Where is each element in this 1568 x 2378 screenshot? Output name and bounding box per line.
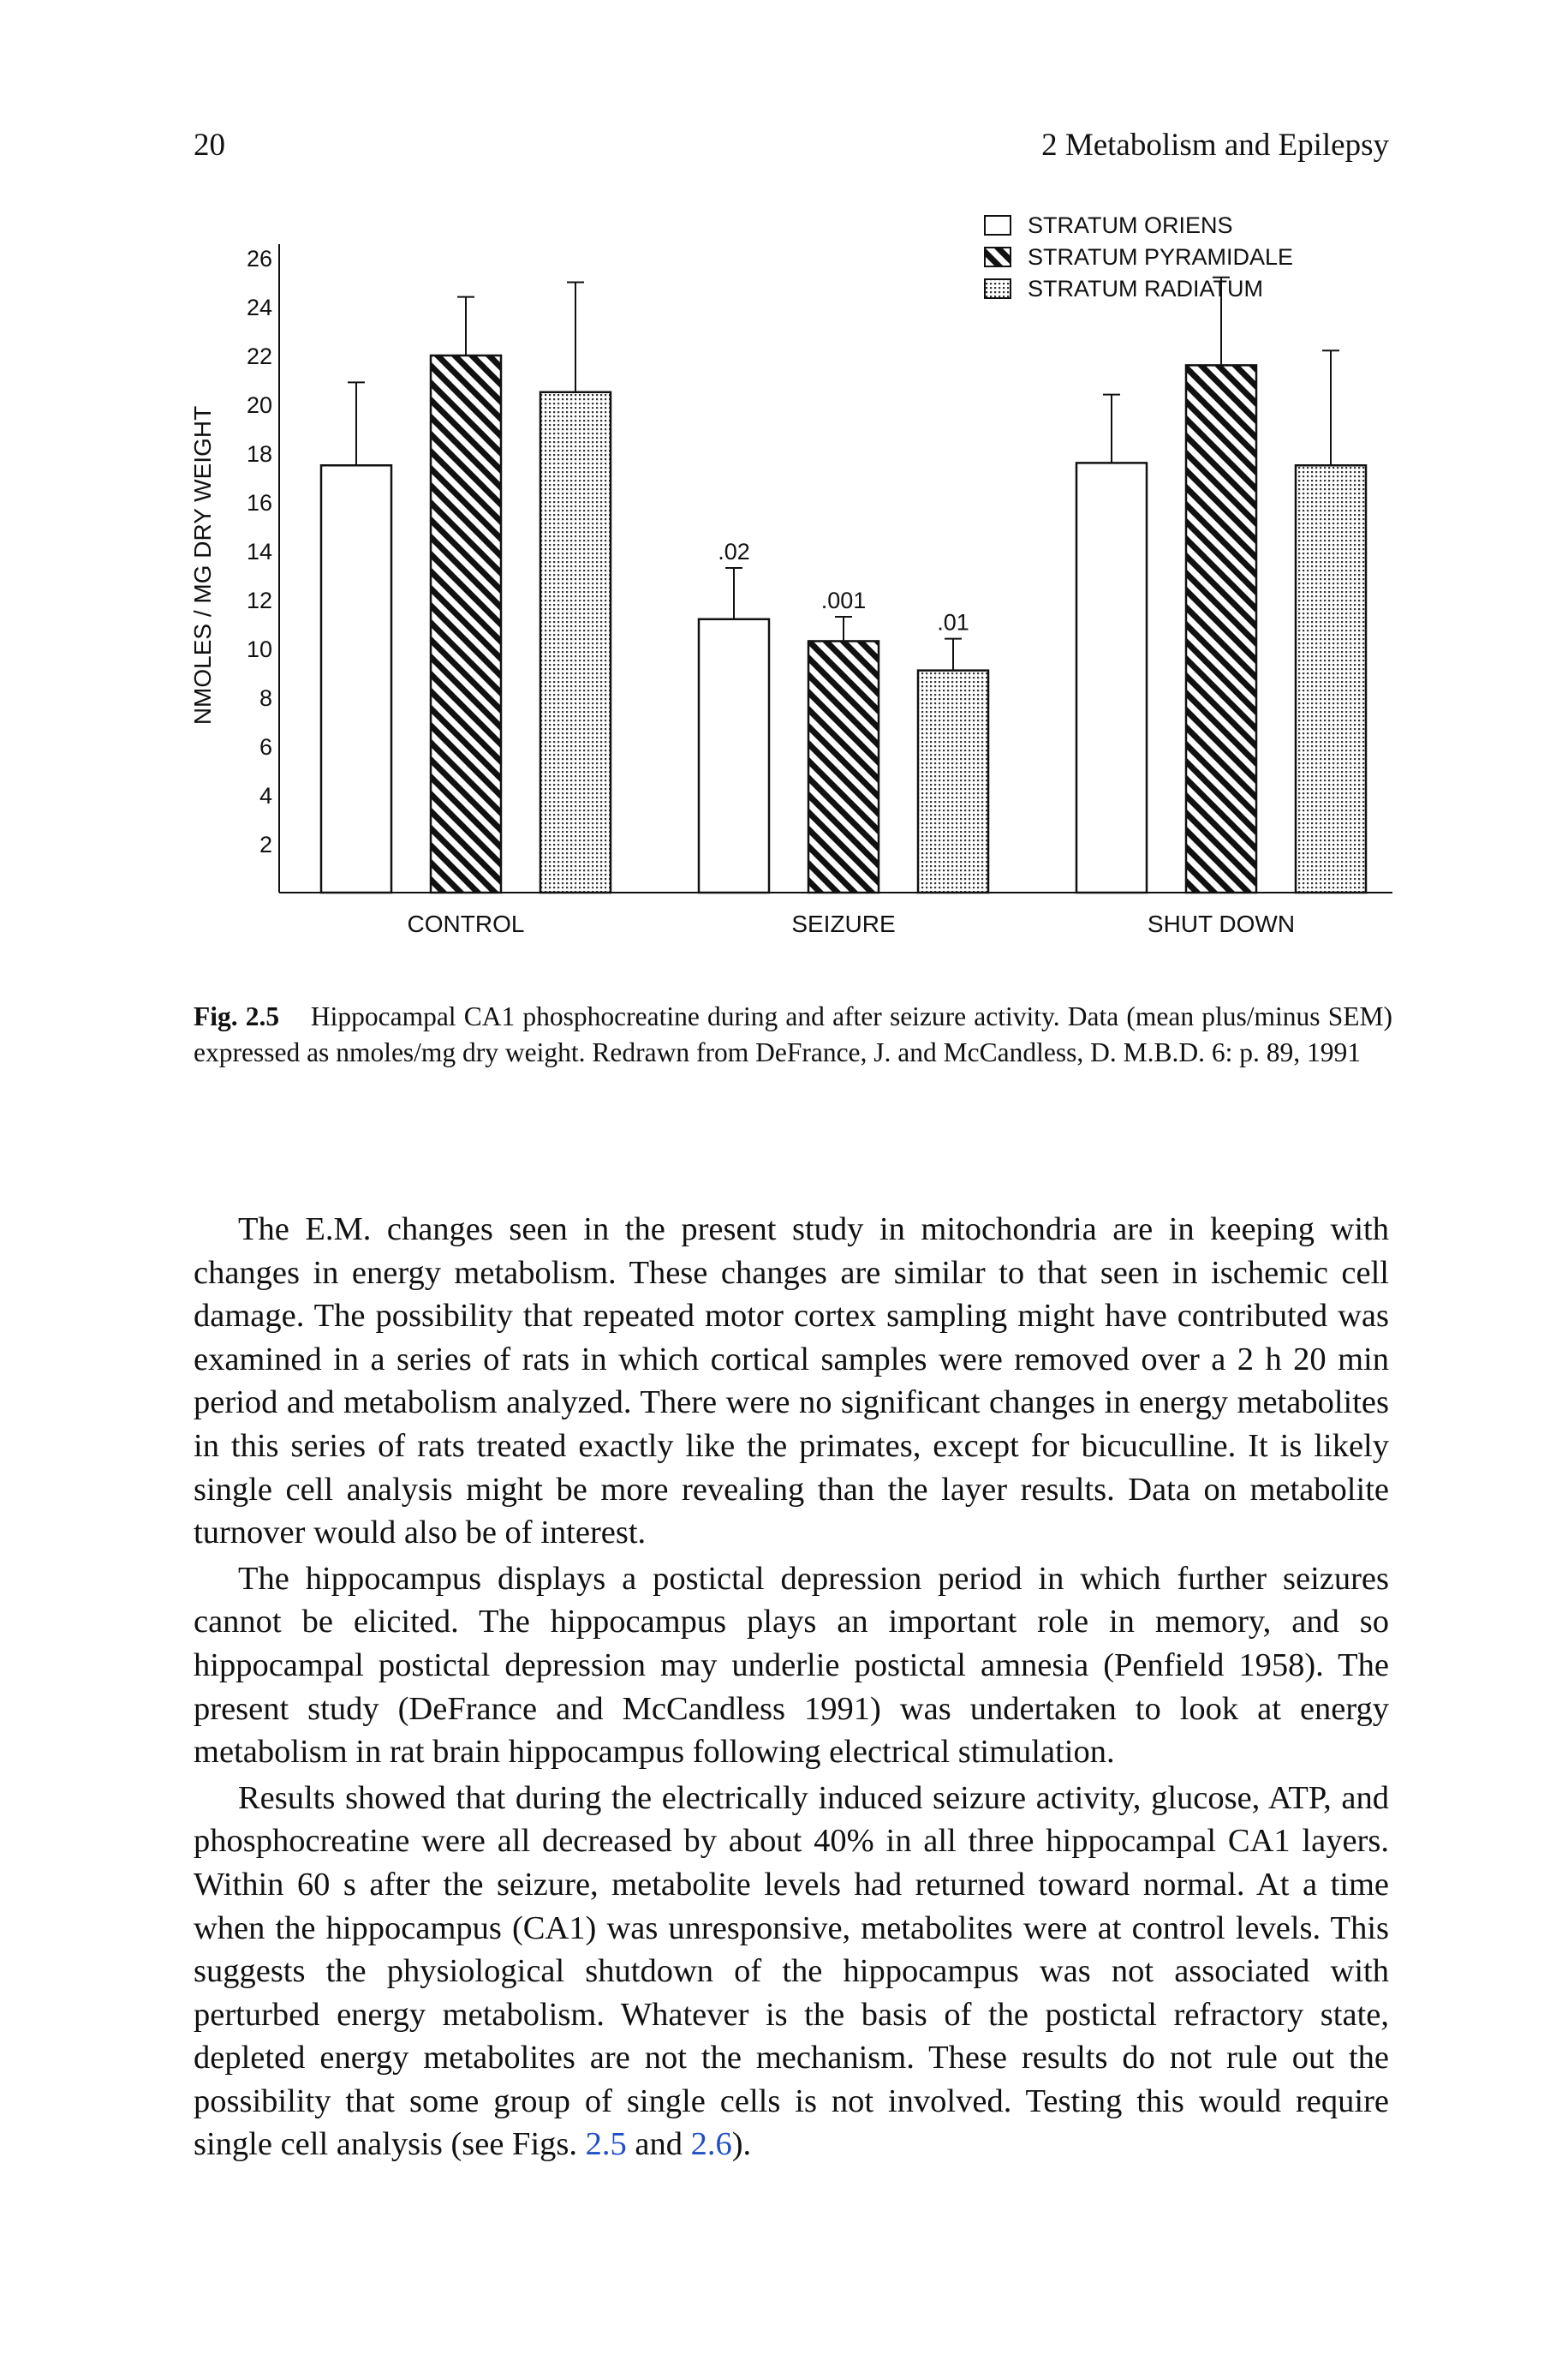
significance-label: .02 xyxy=(718,538,750,565)
y-axis-title: NMOLES / MG DRY WEIGHT xyxy=(189,405,216,726)
legend-swatch-stratum-pyramidale xyxy=(985,248,1011,266)
chart-svg xyxy=(189,197,1392,951)
y-tick-label: 22 xyxy=(246,344,272,369)
y-tick-label: 14 xyxy=(246,539,272,565)
y-tick-label: 18 xyxy=(246,441,272,467)
y-tick-label: 8 xyxy=(259,685,272,711)
figure-bar-chart xyxy=(189,197,1392,951)
bar-control-stratum-oriens xyxy=(321,465,391,893)
y-tick-label: 20 xyxy=(246,392,272,418)
legend-label-stratum-oriens: STRATUM ORIENS xyxy=(1028,212,1233,238)
x-category-label: CONTROL xyxy=(407,911,525,937)
bar-shut-down-stratum-pyramidale xyxy=(1186,365,1256,893)
legend-swatch-stratum-oriens xyxy=(985,216,1011,235)
bar-shut-down-stratum-oriens xyxy=(1076,463,1147,893)
running-head xyxy=(194,127,1389,164)
figure-caption xyxy=(194,999,1392,1071)
y-tick-label: 6 xyxy=(259,734,272,760)
significance-label: .01 xyxy=(937,609,969,636)
y-tick-label: 12 xyxy=(246,588,272,613)
paragraph-3-conjunction: and xyxy=(626,2126,691,2163)
y-tick-label: 2 xyxy=(259,832,272,857)
paragraph-1: The E.M. changes seen in the present study in mitochondria are in keeping with changes in energy metabolism. These changes are similar to that seen in ischemic cell damage. The possibility that repeated motor cortex sampling might have contributed was examined in a series of rats in which cortical samples were removed over a 2 h 20 min period and metabolism analyzed. There were no significant changes in energy metabolites in this series of rats treated exactly like the primates, except for bicuculline. It is likely single cell analysis might be more revealing than the layer results. Data on metabolite turnover would also be of interest. xyxy=(194,1211,1389,1551)
bar-seizure-stratum-oriens xyxy=(699,619,769,893)
paragraph-3-text: Results showed that during the electrically induced seizure activity, glucose, ATP, and phosphocreatine were all decreased by about 40% in all three hippocampal CA1 layers. Within 60 s after the seizure, metabolite levels had returned toward normal. At a time when the hippocampus (CA1) was unresponsive, metabolites were at control levels. This suggests the physiological shutdown of the hippocampus was not associated with perturbed energy metabolism. Whatever is the basis of the postictal refractory state, depleted energy metabolites are not the mechanism. These results do not rule out the possibility that some group of single cells is not involved. Testing this would require single cell analysis (see Figs. xyxy=(194,1779,1389,2163)
x-axis-labels xyxy=(408,911,1296,937)
legend-label-stratum-pyramidale: STRATUM PYRAMIDALE xyxy=(1028,244,1294,270)
bar-control-stratum-pyramidale xyxy=(431,356,501,893)
chapter-title: 2 Metabolism and Epilepsy xyxy=(1041,128,1389,163)
caption-text: Hippocampal CA1 phosphocreatine during and after seizure activity. Data (mean plus/minus SEM) expressed as nmoles/mg dry weight. Redrawn from DeFrance, J. and McCandless, D. M.B.D. 6: p. 89, 1991 xyxy=(194,1001,1392,1067)
y-tick-label: 24 xyxy=(246,295,272,320)
bar-seizure-stratum-pyramidale xyxy=(808,641,879,893)
y-tick-label: 4 xyxy=(259,783,272,809)
legend xyxy=(985,212,1293,302)
paragraph-3 xyxy=(194,1777,1389,2166)
x-category-label: SEIZURE xyxy=(791,911,896,937)
caption-spacer xyxy=(287,1001,302,1031)
y-axis-ticks xyxy=(247,246,272,857)
y-tick-label: 26 xyxy=(246,246,272,272)
caption-label: Fig. 2.5 xyxy=(194,1001,280,1031)
page-number: 20 xyxy=(194,128,225,163)
bar-control-stratum-radiatum xyxy=(540,392,611,893)
paragraph-3-end: ). xyxy=(731,2126,752,2163)
legend-label-stratum-radiatum: STRATUM RADIATUM xyxy=(1028,276,1263,302)
paragraph-2: The hippocampus displays a postictal depression period in which further seizures cannot be elicited. The hippocampus plays an important role in memory, and so hippocampal postictal depression may underlie postictal amnesia (Penfield 1958). The present study (DeFrance and McCandless 1991) was undertaken to look at energy metabolism in rat brain hippocampus following electrical stimulation. xyxy=(194,1560,1389,1771)
legend-swatch-stratum-radiatum xyxy=(985,279,1011,298)
figure-link-2-6[interactable]: 2.6 xyxy=(690,2126,732,2163)
figure-link-2-5[interactable]: 2.5 xyxy=(585,2126,627,2163)
y-tick-label: 10 xyxy=(246,636,272,662)
body-text xyxy=(194,1208,1389,2169)
x-category-label: SHUT DOWN xyxy=(1147,911,1296,937)
significance-label: .001 xyxy=(820,587,867,613)
bar-seizure-stratum-radiatum xyxy=(918,671,988,893)
bar-shut-down-stratum-radiatum xyxy=(1296,465,1366,893)
y-tick-label: 16 xyxy=(246,490,272,516)
